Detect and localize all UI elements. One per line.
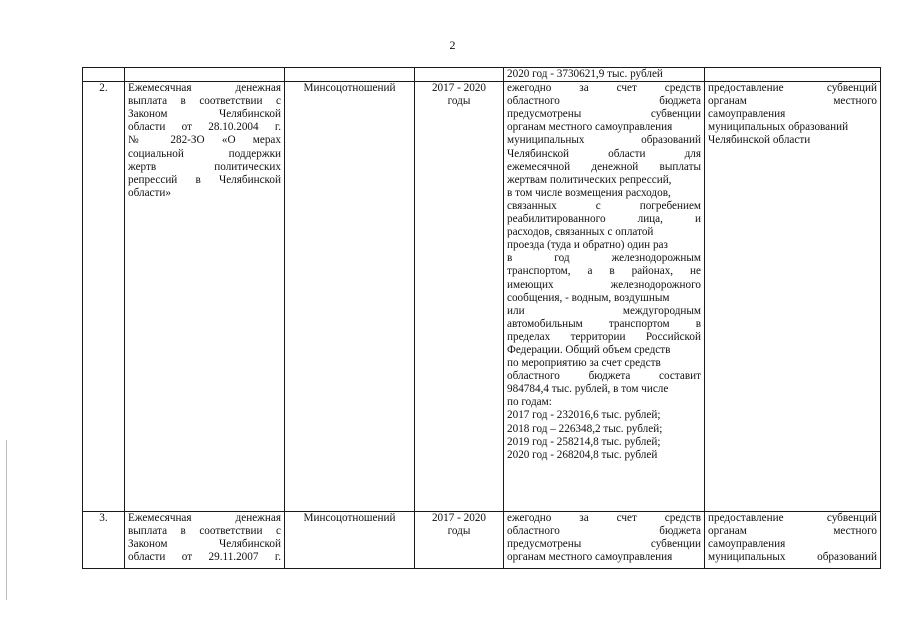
funding-year-2019: 2019 год - 258214,8 тыс. рублей; bbox=[507, 435, 661, 448]
mechanism-description: предоставление субвенций органам местного самоуправления муниципальных образований Челябинской области bbox=[705, 82, 881, 512]
table-row bbox=[83, 512, 881, 569]
funding-year-2020: 2020 год - 268204,8 тыс. рублей bbox=[507, 448, 658, 461]
cell-period bbox=[415, 68, 504, 82]
page-number: 2 bbox=[449, 38, 456, 52]
funding-year-2017: 2017 год - 232016,6 тыс. рублей; bbox=[507, 409, 661, 422]
cell-executor bbox=[285, 68, 415, 82]
funding-description: ежегодно за счет средств областного бюджета предусмотрены субвенции органам местного самоуправления муниципальных образований Челябинской области для ежемесячной денежной выплаты жертвам политических репрессий, в том числе возмещения расходов, связанных с погребением реабилитированного лица, и расходов, связанных с оплатой проезда (туда и обратно) один раз в год железнодорожным транспортом, а в районах, не имеющих железнодорожного сообщения, - водным, воздушным или междугородным автомобильным транспортом в пределах территории Российской Федерации. Общий объем средств по мероприятию за счет средств областного бюджета составит 984784,4 тыс. рублей, в том числе по годам: 2017 год - 232016,6 тыс. рублей; 2018 год – 226348,2 тыс. рублей; 2019 год - 258214,8 тыс. рублей; 2020 год - 268204,8 тыс. рублей bbox=[504, 82, 705, 512]
period: 2017 - 2020 годы bbox=[415, 82, 504, 512]
executor: Минсоцотношений bbox=[285, 512, 415, 569]
event-description: Ежемесячная денежная выплата в соответствии с Законом Челябинской области от 29.11.2007 г. bbox=[125, 512, 285, 569]
funding-tail-line: 2020 год - 3730621,9 тыс. рублей bbox=[507, 68, 663, 80]
funding-year-2018: 2018 год – 226348,2 тыс. рублей; bbox=[507, 422, 663, 435]
cell-funding bbox=[504, 68, 705, 82]
scan-edge-mark bbox=[6, 440, 7, 600]
funding-description: ежегодно за счет средств областного бюджета предусмотрены субвенции органам местного самоуправления bbox=[504, 512, 705, 569]
event-description: Ежемесячная денежная выплата в соответствии с Законом Челябинской области от 28.10.2004 г. № 282-ЗО «О мерах социальной поддержки жертв политических репрессий в Челябинской области» bbox=[125, 82, 285, 512]
mechanism-description: предоставление субвенций органам местного самоуправления муниципальных образований bbox=[705, 512, 881, 569]
period: 2017 - 2020 годы bbox=[415, 512, 504, 569]
cell-event bbox=[125, 68, 285, 82]
row-number: 3. bbox=[83, 512, 125, 569]
program-measures-table bbox=[82, 67, 881, 569]
row-number: 2. bbox=[83, 82, 125, 512]
table-row bbox=[83, 82, 881, 512]
cell-number bbox=[83, 68, 125, 82]
executor: Минсоцотношений bbox=[285, 82, 415, 512]
table-row-partial bbox=[83, 68, 881, 82]
cell-mechanism bbox=[705, 68, 881, 82]
